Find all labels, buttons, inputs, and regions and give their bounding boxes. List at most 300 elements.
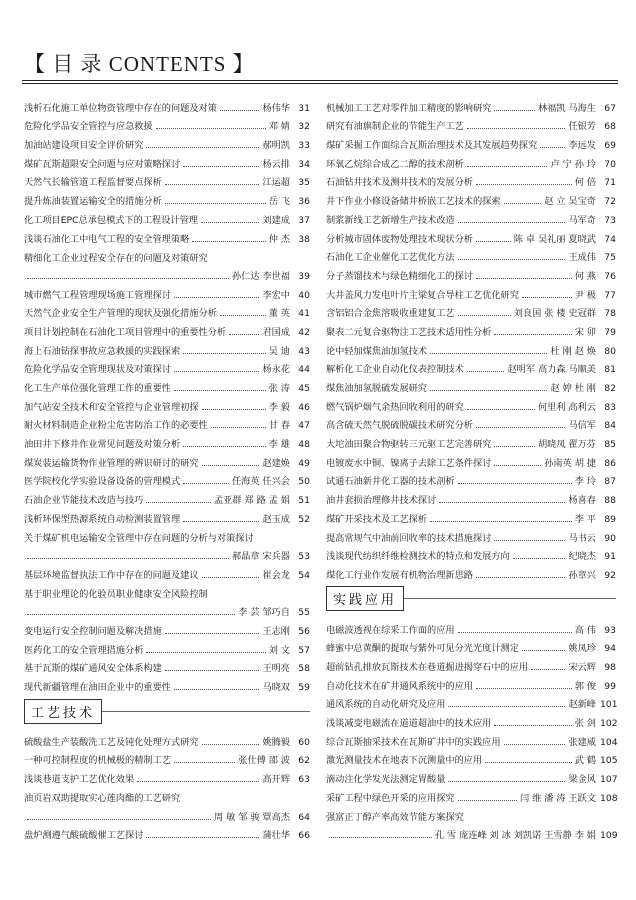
dot-leader [137,781,259,782]
dot-leader [504,744,566,745]
entry-line-2 [24,271,310,282]
entry-authors: 江运超 [262,177,290,189]
entry-line-1 [326,812,464,823]
dot-leader [494,465,541,466]
dot-leader [201,222,259,223]
toc-entry [326,785,616,804]
entry-page: 68 [604,121,616,133]
entry-page: 39 [298,270,310,282]
entry-authors: 何 燕 [574,270,596,282]
entry-authors: 张仕傅 邵 波 [238,755,290,767]
dot-leader [183,446,266,447]
entry-title: 综合瓦斯抽采技术在瓦斯矿井中的实践应用 [326,736,501,748]
entry-line-1 [24,793,180,804]
entry-line-2 [24,551,310,562]
entry-title: 采矿工程中绿色开采的应用探究 [326,792,455,804]
entry-page: 85 [604,439,616,451]
dot-leader [494,334,571,335]
entry-page: 47 [298,420,310,432]
toc-entry [24,394,310,413]
entry-authors: 李 平 [574,513,596,525]
toc-entry [326,263,616,282]
entry-authors: 杜 刚 赵 焕 [550,345,596,357]
entry-page: 84 [604,420,616,432]
toc-entry [326,525,616,544]
dot-leader [156,128,266,129]
entry-page: 71 [604,177,616,189]
toc-entry [24,785,310,822]
entry-title: 项目计划控制在石油化工项目管理中的重要性分析 [24,326,227,338]
toc-entry [326,338,616,357]
toc-entry [326,636,616,655]
toc-entry [326,469,616,488]
entry-title: 蜂蜜中总黄酮的提取与紫外可见分光光度计测定 [326,643,519,655]
entry-page: 89 [604,513,616,525]
entry-title: 分析城市固体废物处理技术现状分析 [326,233,473,245]
entry-title: 油页岩双助提取实心莲肉酯的工艺研究 [24,793,181,805]
toc-entry [24,95,310,114]
entry-page: 88 [604,495,616,507]
entry-page: 33 [298,140,310,152]
entry-page: 69 [604,140,616,152]
toc-entry [24,413,310,432]
entry-page: 107 [600,774,618,786]
toc-entry [24,506,310,525]
entry-authors: 何里利 高利云 [537,401,596,413]
entry-title: 煤矿瓦斯超限安全问题与应对策略探讨 [24,158,181,170]
entry-authors: 何 倍 [574,177,596,189]
entry-line-2 [326,830,616,841]
entry-page: 60 [298,736,310,748]
entry-page: 42 [298,326,310,338]
dot-leader [220,315,266,316]
dot-leader [522,297,572,298]
entry-authors: 崔会龙 [262,569,290,581]
toc-entry [326,710,616,729]
toc-entry [24,375,310,394]
entry-authors: 刘良国 张 楼 史冠群 [513,308,596,320]
toc-entry [24,729,310,748]
entry-page: 91 [604,551,616,563]
toc-entry [326,766,616,785]
entry-title: 燃气锅炉烟气余热回收利用的研究 [326,401,464,413]
entry-authors: 李 雄 [268,439,290,451]
entry-page: 34 [298,158,310,170]
entry-title: 提升炼油装置运输安全的措施分析 [24,196,162,208]
toc-entry [326,375,616,394]
entry-title: 激光测量技术在地表下沉测量中的应用 [326,755,483,767]
dot-leader [430,353,547,354]
toc-entry [24,748,310,767]
entry-page: 41 [298,308,310,320]
dot-leader [476,427,565,428]
entry-line-1 [24,589,208,600]
dot-leader [146,652,265,653]
dot-leader [467,409,535,410]
section-rule [102,711,310,712]
entry-page: 63 [298,774,310,786]
dot-leader [27,819,211,820]
entry-authors: 刘 文 [268,644,290,656]
entry-page: 93 [604,624,616,636]
dot-leader [174,297,259,298]
entry-line-1 [24,533,254,544]
entry-title: 自动化技术在矿井通风系统中的应用 [326,680,473,692]
entry-authors: 杨伟华 [262,102,290,114]
dot-leader [165,633,260,634]
toc-entry [24,525,310,562]
toc-entry [326,151,616,170]
entry-title: 油田井下修井作业常见问题及对策分析 [24,439,181,451]
entry-authors: 赵建焕 [262,457,290,469]
entry-authors: 赵明军 高力森 马顺美 [507,364,596,376]
entry-title: 煤化工行业作发展有机物治理新思路 [326,569,473,581]
entry-title: 化工项目EPC总承包模式下的工程设计管理 [24,214,198,226]
entry-page: 78 [604,308,616,320]
entry-title: 城市燃气工程管理现场施工管理探讨 [24,289,171,301]
entry-title: 论中轻加煤焦油加氢技术 [326,345,428,357]
entry-authors: 蒲壮华 [262,830,290,842]
entry-page: 86 [604,457,616,469]
dot-leader [229,334,259,335]
toc-entry [326,450,616,469]
entry-page: 36 [298,196,310,208]
entry-authors: 尹 极 [574,289,596,301]
entry-page: 104 [600,736,618,748]
left-column [24,95,310,841]
dot-leader [183,521,259,522]
entry-title: 滴动注化学发光法测定胃酸量 [326,774,446,786]
entry-page: 57 [298,644,310,656]
toc-entry [24,282,310,301]
entry-page: 64 [298,811,310,823]
entry-page: 62 [298,755,310,767]
entry-title: 石油钻井技术及测井技术的发展分析 [326,177,473,189]
entry-title: 基于瓦斯的煤矿通风安全体系构建 [24,663,162,675]
entry-page: 38 [298,233,310,245]
entry-title: 强富正丁醇产率高效节能方案探究 [326,811,464,823]
toc-entry [326,188,616,207]
entry-authors: 张 涛 [268,383,290,395]
entry-authors: 赵 婷 杜 刚 [550,383,596,394]
entry-authors: 孙仁达 李世福 [231,270,290,282]
entry-title: 提高常规气中油前回收率的技术措施探讨 [326,532,492,544]
entry-authors: 赵玉成 [262,513,290,525]
entry-page: 31 [298,102,310,114]
entry-title: 浅谈现代纺织纤维检测技术的特点和发展方向 [326,551,510,563]
dot-leader [458,800,517,801]
entry-title: 聚表二元复合驱物注工艺技术适用性分析 [326,326,492,338]
entry-title: 变电运行安全控制问题及解决措施 [24,625,162,637]
entry-line-2 [24,812,310,823]
entry-page: 101 [600,699,618,711]
dot-leader [430,521,572,522]
entry-title: 化工生产单位强化管理工作的重要性 [24,383,171,395]
entry-authors: 董 英 [268,308,290,320]
entry-title: 超前钻孔排放瓦斯技术在巷道掘进揭穿石中的应用 [326,661,529,673]
entry-title: 基于职业理论的化验员职业健康安全风险控制 [24,588,208,600]
entry-authors: 王明亮 [262,663,290,675]
entry-title: 试通石油新井化工器的技术剖析 [326,476,455,488]
entry-page: 45 [298,383,310,395]
entry-title: 电镀废水中铜、镍离子去除工艺条件探讨 [326,457,492,469]
dot-leader [165,184,260,185]
entry-authors: 杨永花 [262,364,290,376]
dot-leader [476,688,572,689]
toc-entry [24,450,310,469]
entry-authors: 孟亚群 郑 路 孟 娟 [214,495,290,507]
toc-entry [326,748,616,767]
entry-page: 109 [600,830,618,842]
entry-page: 90 [604,532,616,544]
toc-entry [24,618,310,637]
toc-entry [24,188,310,207]
entry-authors: 赵 立 吴宝奇 [544,196,596,208]
toc-entry [24,431,310,450]
entry-authors: 武 鹤 [574,755,596,767]
entry-authors: 高开辉 [262,774,290,786]
dot-leader [202,465,260,466]
entry-title: 制浆新线工艺新增生产技术改造 [326,214,455,226]
toc-entry [24,637,310,656]
entry-page: 56 [298,625,310,637]
entry-page: 59 [298,682,310,694]
dot-leader [165,203,266,204]
entry-authors: 李宏中 [262,289,290,301]
entry-authors: 孙章兴 [568,569,596,581]
toc-entry [326,170,616,189]
entry-title: 危险化学品安全管理现状及对策探讨 [24,364,171,376]
dot-leader [183,353,266,354]
entry-authors: 马军奇 [568,214,596,226]
toc-entry [326,207,616,226]
entry-title: 机械加工工艺对零件加工精度的影响研究 [326,102,492,114]
entry-page: 94 [604,643,616,655]
dot-leader [174,762,235,763]
entry-authors: 张 剑 [574,718,596,729]
entry-page: 81 [604,364,616,376]
entry-page: 32 [298,121,310,133]
entry-authors: 姚凤珍 [568,643,596,655]
entry-page: 49 [298,457,310,469]
entry-page: 43 [298,345,310,357]
dot-leader [439,502,565,503]
entry-line-1 [24,253,208,264]
toc-entry [326,95,616,114]
entry-title: 盘炉测遵气酸硫酸催工艺探讨 [24,830,144,842]
header-rule-top [22,80,618,81]
dot-leader [448,706,565,707]
entry-title: 现代新疆管理在油田企业中的重要性 [24,682,171,694]
dot-leader [494,110,535,111]
entry-authors: 马晓双 [262,682,290,694]
section-heading: 工艺技术 [24,699,102,724]
entry-page: 98 [604,661,616,673]
section-rule [404,598,616,599]
toc-entry [326,319,616,338]
entry-title: 硫酸盐生产装酸洗工艺及钝化处理方式研究 [24,736,199,748]
dot-leader [27,558,229,559]
entry-title: 煤矿开采技术及工艺探析 [326,513,428,525]
entry-page: 50 [298,476,310,488]
entry-title: 浅谈减变电磁流在道道超油中的技术应用 [326,718,492,729]
entry-page: 92 [604,569,616,581]
toc-entry [24,656,310,675]
entry-authors: 纪晓杰 [568,551,596,563]
entry-authors: 孔 雪 庞连峰 刘 冰 刘凯诺 王雪静 李 娟 [434,830,596,842]
toc-entry [24,338,310,357]
entry-title: 医药化工的安全管理措施分析 [24,644,144,656]
toc-entry [326,431,616,450]
toc-entry [326,357,616,376]
toc-entry [326,617,616,636]
dot-leader [202,744,260,745]
toc-entry [326,506,616,525]
entry-page: 80 [604,345,616,357]
toc-entry [326,114,616,133]
entry-page: 87 [604,476,616,488]
entry-page: 72 [604,196,616,208]
entry-authors: 李 玲 [574,476,596,488]
entry-title: 煤矿采掘工作面综合瓦斯治理技术及其发展趋势探究 [326,140,538,152]
toc-entry [24,469,310,488]
entry-authors: 郝明凯 [262,140,290,152]
toc-entry [326,245,616,264]
toc-entry [326,394,616,413]
dot-leader [494,540,565,541]
entry-authors: 岳 飞 [268,196,290,208]
entry-page: 73 [604,214,616,226]
entry-authors: 梁金风 [568,774,596,786]
entry-authors: 马信军 [568,420,596,432]
dot-leader [467,371,505,372]
entry-authors: 李 毅 [268,401,290,413]
entry-authors: 卢 宁 孙 玲 [550,158,596,170]
entry-title: 电磁波透视在综采工作面的应用 [326,624,455,636]
toc-entry [24,301,310,320]
dot-leader [458,315,511,316]
entry-authors: 吴 迪 [268,345,290,357]
entry-authors: 高 伟 [574,624,596,636]
dot-leader [458,222,566,223]
entry-title: 浅谈巷道支护工艺优化效果 [24,774,135,786]
entry-title: 关于煤矿机电运输安全管理中存在问题的分析与对策探讨 [24,532,254,544]
dot-leader [531,669,565,670]
header-rule-bottom [22,83,618,84]
toc-entry [326,729,616,748]
dot-leader [467,128,566,129]
entry-title: 高含硫天然气脱硫脱碳技术研究分析 [326,420,473,432]
dot-leader [448,781,565,782]
entry-page: 83 [604,401,616,413]
entry-authors: 仲 杰 [268,233,290,245]
dot-leader [329,837,432,838]
entry-page: 74 [604,233,616,245]
dot-leader [174,371,259,372]
dot-leader [202,409,266,410]
entry-title: 石油企业节能技术改造与技巧 [24,495,144,507]
entry-authors: 邓 婧 [268,121,290,133]
entry-title: 精细化工企业过程安全存在的问题及对策研究 [24,252,208,264]
entry-page: 67 [604,102,616,114]
dot-leader [202,577,260,578]
dot-leader [146,147,259,148]
toc-entry [24,132,310,151]
entry-authors: 杨云排 [262,158,290,170]
entry-page: 53 [298,551,310,563]
dot-leader [467,166,548,167]
entry-title: 一种可控制程度的机械极的精制工艺 [24,755,171,767]
toc-entry [326,673,616,692]
toc-entry [326,804,616,841]
dot-leader [27,278,229,279]
toc-entry [24,823,310,842]
entry-authors: 姚腾毅 [262,736,290,748]
dot-leader [476,184,572,185]
dot-leader [494,446,535,447]
entry-authors: 王成伟 [568,252,596,264]
entry-title: 天然气长输管道工程监督要点探析 [24,177,162,189]
toc-entry [24,114,310,133]
dot-leader [494,725,571,726]
toc-entry [24,170,310,189]
toc-entry [24,766,310,785]
entry-page: 48 [298,439,310,451]
toc-entry [24,245,310,282]
entry-title: 环氧乙烷综合成乙二醇的技术剖析 [326,158,464,170]
entry-title: 海上石油钻探事故应急救援的实践探索 [24,345,181,357]
entry-title: 浅析环保型热源系统自动检测装置管理 [24,513,181,525]
entry-page: 77 [604,289,616,301]
entry-title: 浅谈石油化工中电气工程的安全管理策略 [24,233,190,245]
entry-authors: 王志刚 [262,625,290,637]
toc-entry [24,226,310,245]
entry-title: 石油化工企业催化工艺优化方法 [326,252,455,264]
section-practical-application [326,581,616,617]
entry-page: 44 [298,364,310,376]
entry-authors: 君国成 [262,326,290,338]
entry-title: 含铝铝合金焦溶吸收重建复工艺 [326,308,455,320]
entry-authors: 马书云 [568,532,596,544]
dot-leader [192,241,265,242]
entry-title: 解析化工企业自动化仪表控制技术 [326,364,464,376]
entry-page: 70 [604,158,616,170]
entry-page: 52 [298,513,310,525]
dot-leader [522,650,566,651]
toc-entry [24,357,310,376]
entry-page: 102 [600,718,618,729]
dot-leader [165,670,260,671]
entry-page: 75 [604,252,616,264]
toc-entry [326,487,616,506]
toc-entry [24,319,310,338]
dot-leader [513,558,566,559]
entry-page: 99 [604,680,616,692]
entry-page: 82 [604,383,616,394]
dot-leader [476,278,572,279]
entry-line-2 [24,607,310,618]
entry-page: 79 [604,326,616,338]
entry-page: 66 [298,830,310,842]
toc-entry [326,282,616,301]
toc-entry [326,692,616,711]
entry-title: 煤炭装运输货物作业管理的辨识研讨的研究 [24,457,199,469]
entry-page: 54 [298,569,310,581]
entry-page: 40 [298,289,310,301]
entry-title: 煤焦油加氢脱硫发展研究 [326,383,428,394]
dot-leader [146,502,211,503]
dot-leader [476,241,511,242]
